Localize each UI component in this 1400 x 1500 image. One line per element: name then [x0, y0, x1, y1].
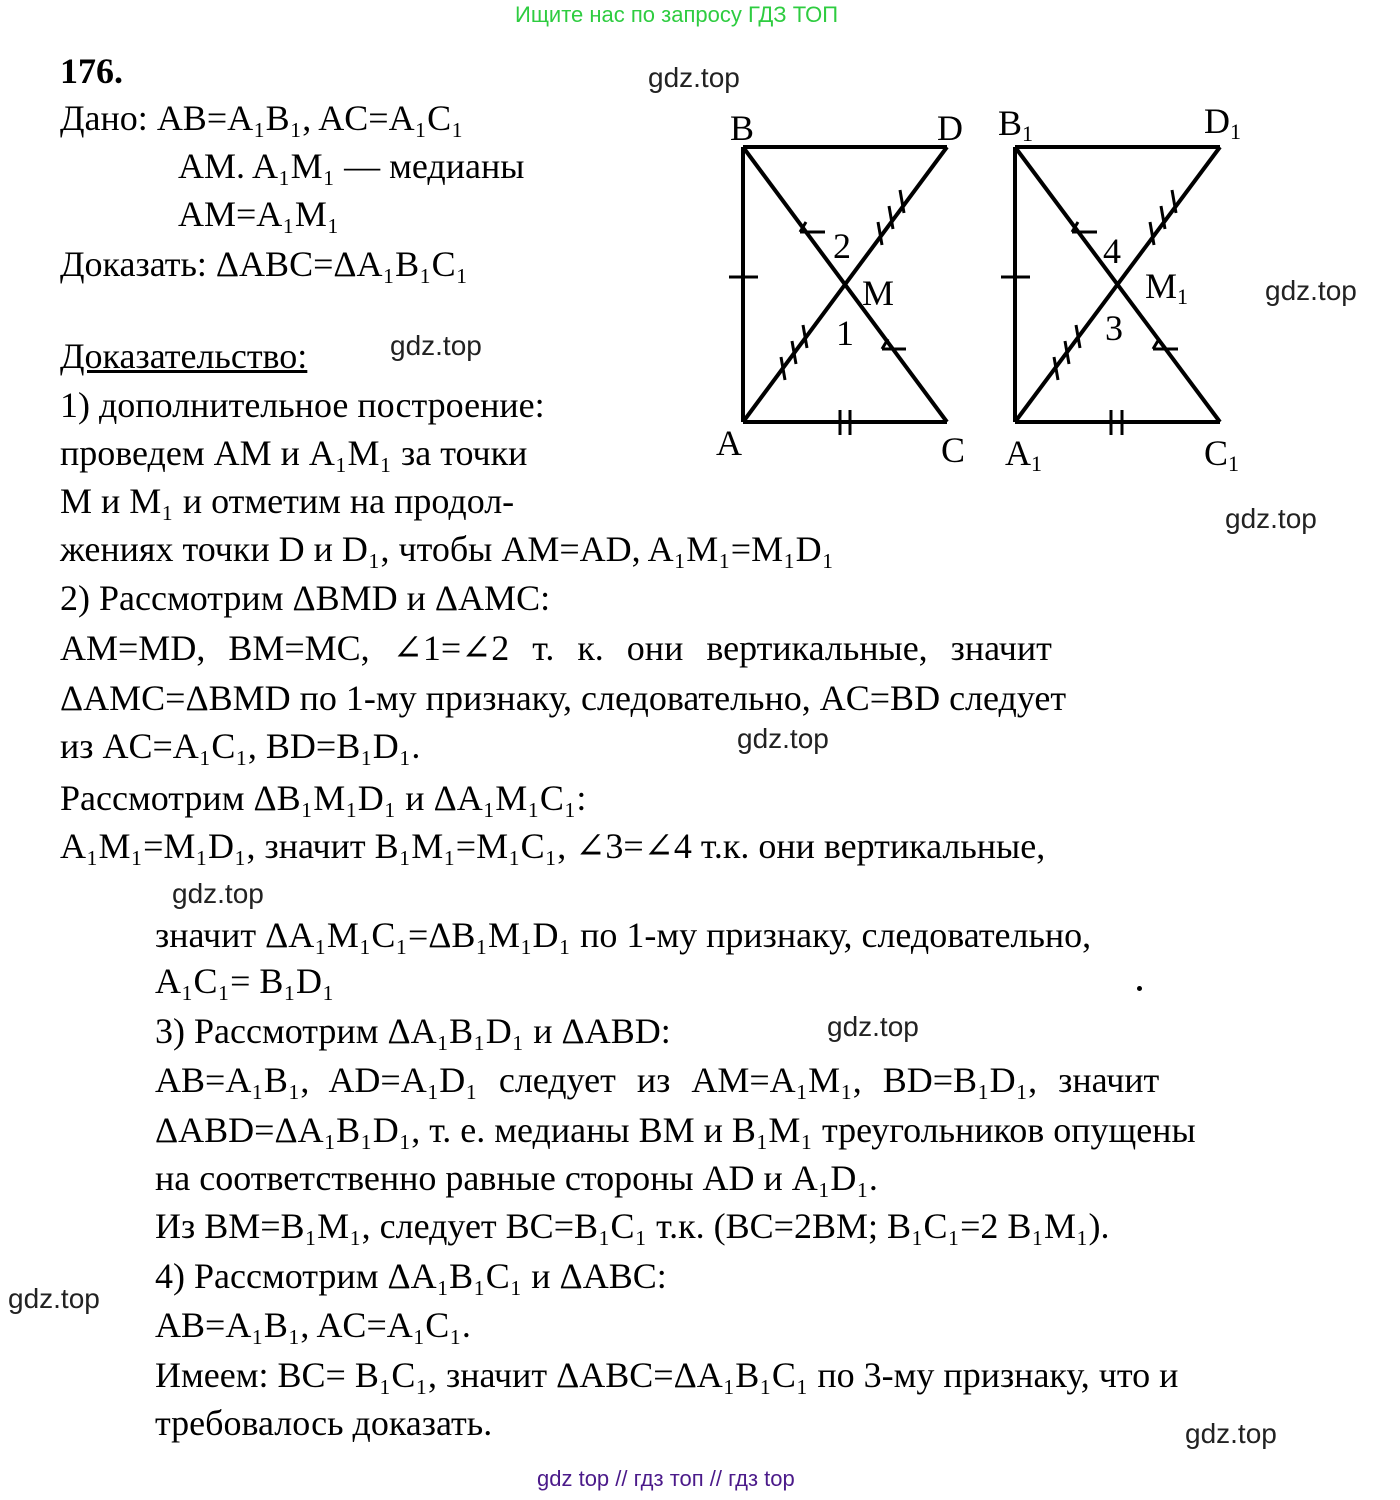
watermark: gdz.top: [390, 330, 482, 361]
step4-line: Имеем: BC= B₁C₁, значит ΔABC=ΔA₁B₁C₁ по 3-му признаку, что и: [155, 1355, 1179, 1395]
label-d1: D1: [1204, 101, 1241, 144]
step4-line: требовалось доказать.: [155, 1403, 493, 1443]
watermark: gdz.top: [1185, 1418, 1277, 1449]
step3-line: ΔABD=ΔA₁B₁D₁, т. е. медианы BM и B₁M₁ треугольников опущены: [155, 1110, 1196, 1150]
label-c: C: [941, 430, 966, 470]
given-label: Дано:: [60, 98, 148, 138]
proof-heading: Доказательство:: [60, 336, 308, 376]
diagram-abc: [700, 100, 1000, 480]
prove-statement: ΔABC=ΔA₁B₁C₁: [215, 244, 469, 284]
angle-1-label: 1: [836, 313, 854, 353]
search-banner: Ищите нас по запросу ГДЗ ТОП: [515, 2, 839, 27]
step1-line: 1) дополнительное построение:: [60, 385, 545, 425]
footer-links: gdz top // гдз топ // гдз top: [537, 1466, 795, 1491]
problem-number: 176.: [60, 51, 123, 91]
angle-3-label: 3: [1105, 308, 1123, 348]
label-b1: B1: [998, 103, 1034, 146]
label-m: M: [862, 273, 895, 313]
given-line-3: AM=A₁M₁: [178, 194, 340, 234]
label-a1: A1: [1005, 433, 1042, 476]
diagram-a1b1c1: [980, 100, 1280, 480]
watermark: gdz.top: [1265, 275, 1357, 306]
step1-line: жениях точки D и D₁, чтобы AM=AD, A₁M₁=M₁D₁: [60, 529, 835, 569]
given-line-2: AM. A₁M₁ — медианы: [178, 146, 525, 186]
watermark: gdz.top: [648, 62, 740, 93]
step2-line: значит ΔA₁M₁C₁=ΔB₁M₁D₁ по 1-му признаку, следовательно,: [155, 915, 1092, 955]
watermark: gdz.top: [8, 1283, 100, 1314]
label-m1: M1: [1145, 266, 1189, 309]
step4-line: AB=A₁B₁, AC=A₁C₁.: [155, 1305, 471, 1345]
step2-line: Рассмотрим ΔB₁M₁D₁ и ΔA₁M₁C₁:: [60, 778, 587, 818]
prove-line: [60, 246, 468, 282]
step2-line: ΔAMC=ΔBMD по 1-му признаку, следовательно, AC=BD следует: [60, 678, 1067, 718]
step1-text: проведем AM и A₁M₁ за точки: [60, 433, 528, 473]
step3-line: 3) Рассмотрим ΔA₁B₁D₁ и ΔABD:: [155, 1011, 671, 1051]
label-b: B: [730, 108, 755, 148]
step2-line: из AC=A₁C₁, BD=B₁D₁.: [60, 726, 421, 766]
step1-line: M и M₁ и отметим на продол-: [60, 481, 515, 521]
angle-2-label: 2: [833, 226, 851, 266]
given-equalities: AB=A₁B₁, AC=A₁C₁: [156, 98, 464, 138]
given-line-1: [60, 100, 464, 136]
label-d: D: [937, 108, 963, 148]
step3-line: AB=A₁B₁, AD=A₁D₁ следует из AM=A₁M₁, BD=B₁D₁, значит: [155, 1060, 1160, 1100]
step2-line: 2) Рассмотрим ΔBMD и ΔAMC:: [60, 578, 551, 618]
step1-line: [60, 435, 636, 471]
step4-line: 4) Рассмотрим ΔA₁B₁C₁ и ΔABC:: [155, 1256, 667, 1296]
watermark: gdz.top: [737, 723, 829, 754]
watermark: gdz.top: [172, 878, 264, 909]
step3-line: на соответственно равные стороны AD и A₁D₁.: [155, 1158, 878, 1198]
prove-label: Доказать:: [60, 244, 207, 284]
stray-dot: [1137, 986, 1142, 991]
watermark: gdz.top: [1225, 503, 1317, 534]
angle-4-label: 4: [1103, 231, 1121, 271]
step3-line: Из BM=B₁M₁, следует BC=B₁C₁ т.к. (BC=2BM; B₁C₁=2 B₁M₁).: [155, 1206, 1110, 1246]
step2-line: A₁M₁=M₁D₁, значит B₁M₁=M₁C₁, ∠3=∠4 т.к. они вертикальные,: [60, 826, 1046, 866]
step2-line: A₁C₁= B₁D₁: [155, 961, 335, 1001]
step2-line: AM=MD, BM=MC, ∠1=∠2 т. к. они вертикальные, значит: [60, 628, 1052, 668]
watermark: gdz.top: [827, 1011, 919, 1042]
label-a: A: [716, 423, 742, 463]
label-c1: C1: [1204, 433, 1240, 476]
